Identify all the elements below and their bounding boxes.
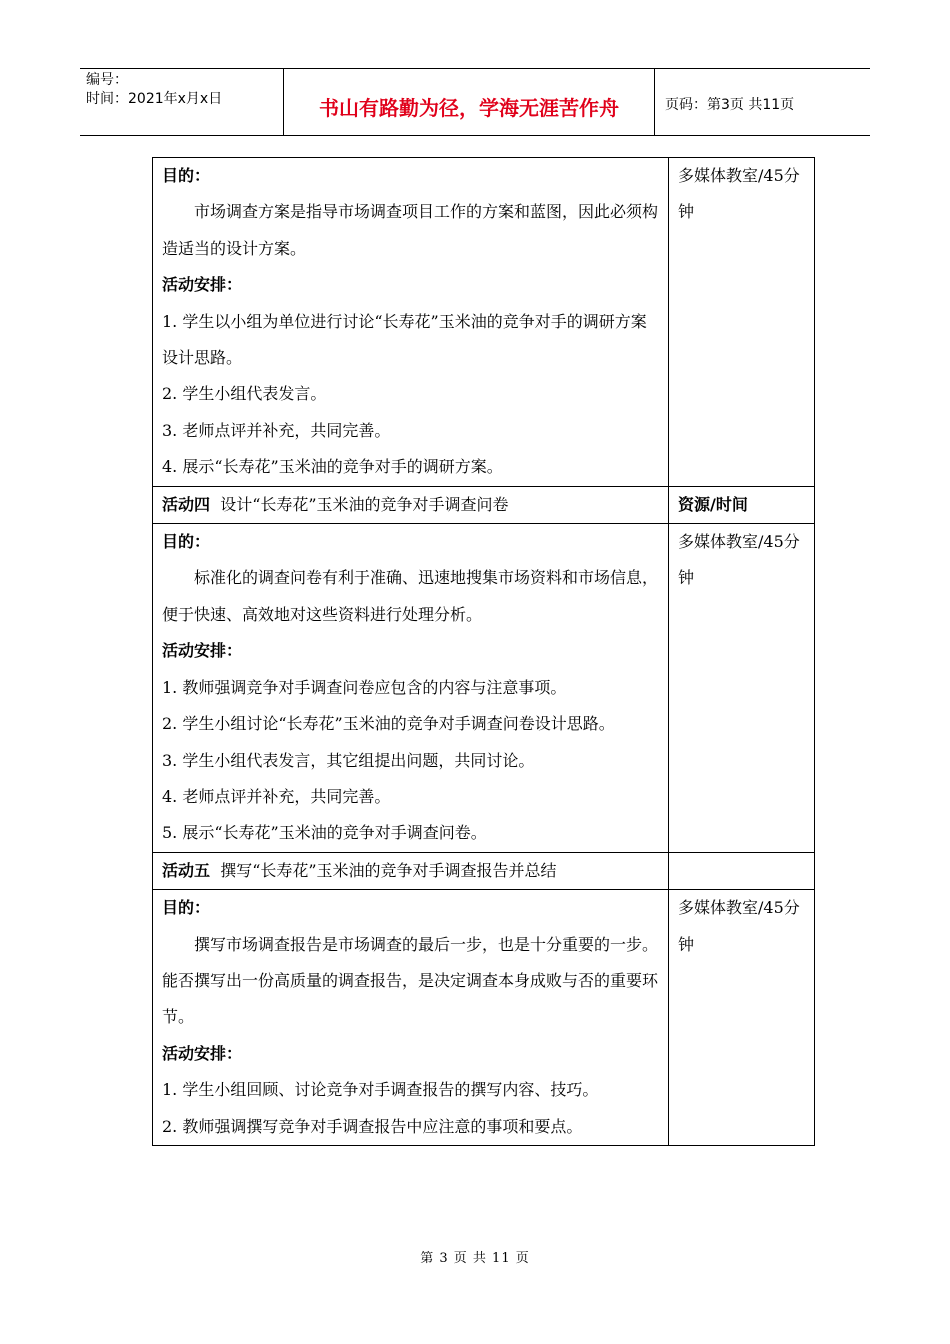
list-item: 1. 教师强调竞争对手调查问卷应包含的内容与注意事项。 — [162, 677, 567, 697]
activity-header-cell — [153, 486, 669, 523]
content-cell — [153, 524, 669, 853]
content-cell — [153, 158, 669, 487]
table-row — [153, 158, 815, 487]
table-row — [153, 890, 815, 1146]
table-row — [153, 524, 815, 853]
goal-label: 目的： — [162, 532, 211, 552]
arrange-label: 活动安排： — [162, 275, 243, 295]
activity-desc: 设计“长寿花”玉米油的竞争对手调查问卷 — [220, 494, 509, 514]
table-row — [153, 852, 815, 889]
arrange-label: 活动安排： — [162, 1043, 243, 1063]
list-item: 5. 展示“长寿花”玉米油的竞争对手调查问卷。 — [162, 823, 487, 843]
list-item: 3. 老师点评并补充，共同完善。 — [162, 420, 391, 440]
list-item: 3. 学生小组代表发言，其它组提出问题，共同讨论。 — [162, 750, 535, 770]
content-cell — [153, 890, 669, 1146]
arrange-label: 活动安排： — [162, 641, 243, 661]
resource-header-cell: 资源/时间 — [669, 486, 815, 523]
resource-header-cell — [669, 852, 815, 889]
serial-label: 编号： — [86, 72, 128, 88]
activity-header-cell — [153, 852, 669, 889]
list-item: 4. 老师点评并补充，共同完善。 — [162, 786, 391, 806]
resource-cell: 多媒体教室/45分钟 — [669, 890, 815, 1146]
header-motto: 书山有路勤为径，学海无涯苦作舟 — [283, 69, 655, 135]
table-row — [153, 486, 815, 523]
goal-label: 目的： — [162, 898, 211, 918]
activity-title: 活动五 — [162, 860, 211, 880]
goal-text: 市场调查方案是指导市场调查项目工作的方案和蓝图，因此必须构造适当的设计方案。 — [162, 202, 659, 258]
goal-text: 标准化的调查问卷有利于准确、迅速地搜集市场资料和市场信息，便于快速、高效地对这些资料进行处理分析。 — [162, 568, 659, 624]
activity-title: 活动四 — [162, 494, 211, 514]
resource-cell: 多媒体教室/45分钟 — [669, 524, 815, 853]
list-item: 4. 展示“长寿花”玉米油的竞争对手的调研方案。 — [162, 457, 503, 477]
header-meta — [80, 69, 283, 135]
list-item: 2. 学生小组代表发言。 — [162, 384, 327, 404]
list-item: 2. 教师强调撰写竞争对手调查报告中应注意的事项和要点。 — [162, 1116, 583, 1136]
page-footer: 第 3 页 共 11 页 — [420, 1251, 530, 1266]
list-item: 2. 学生小组讨论“长寿花”玉米油的竞争对手调查问卷设计思路。 — [162, 714, 615, 734]
goal-text: 撰写市场调查报告是市场调查的最后一步，也是十分重要的一步。能否撰写出一份高质量的调查报告，是决定调查本身成败与否的重要环节。 — [162, 934, 659, 1027]
lesson-table — [152, 157, 815, 1146]
activity-desc: 撰写“长寿花”玉米油的竞争对手调查报告并总结 — [220, 860, 557, 880]
list-item: 1. 学生以小组为单位进行讨论“长寿花”玉米油的竞争对手的调研方案设计思路。 — [162, 311, 647, 368]
resource-cell: 多媒体教室/45分钟 — [669, 158, 815, 487]
time-label: 时间：2021年x月x日 — [86, 91, 223, 107]
goal-label: 目的： — [162, 166, 211, 185]
page-header — [80, 68, 870, 136]
list-item: 1. 学生小组回顾、讨论竞争对手调查报告的撰写内容、技巧。 — [162, 1080, 599, 1100]
header-page-label: 页码：第3页 共11页 — [665, 97, 795, 113]
